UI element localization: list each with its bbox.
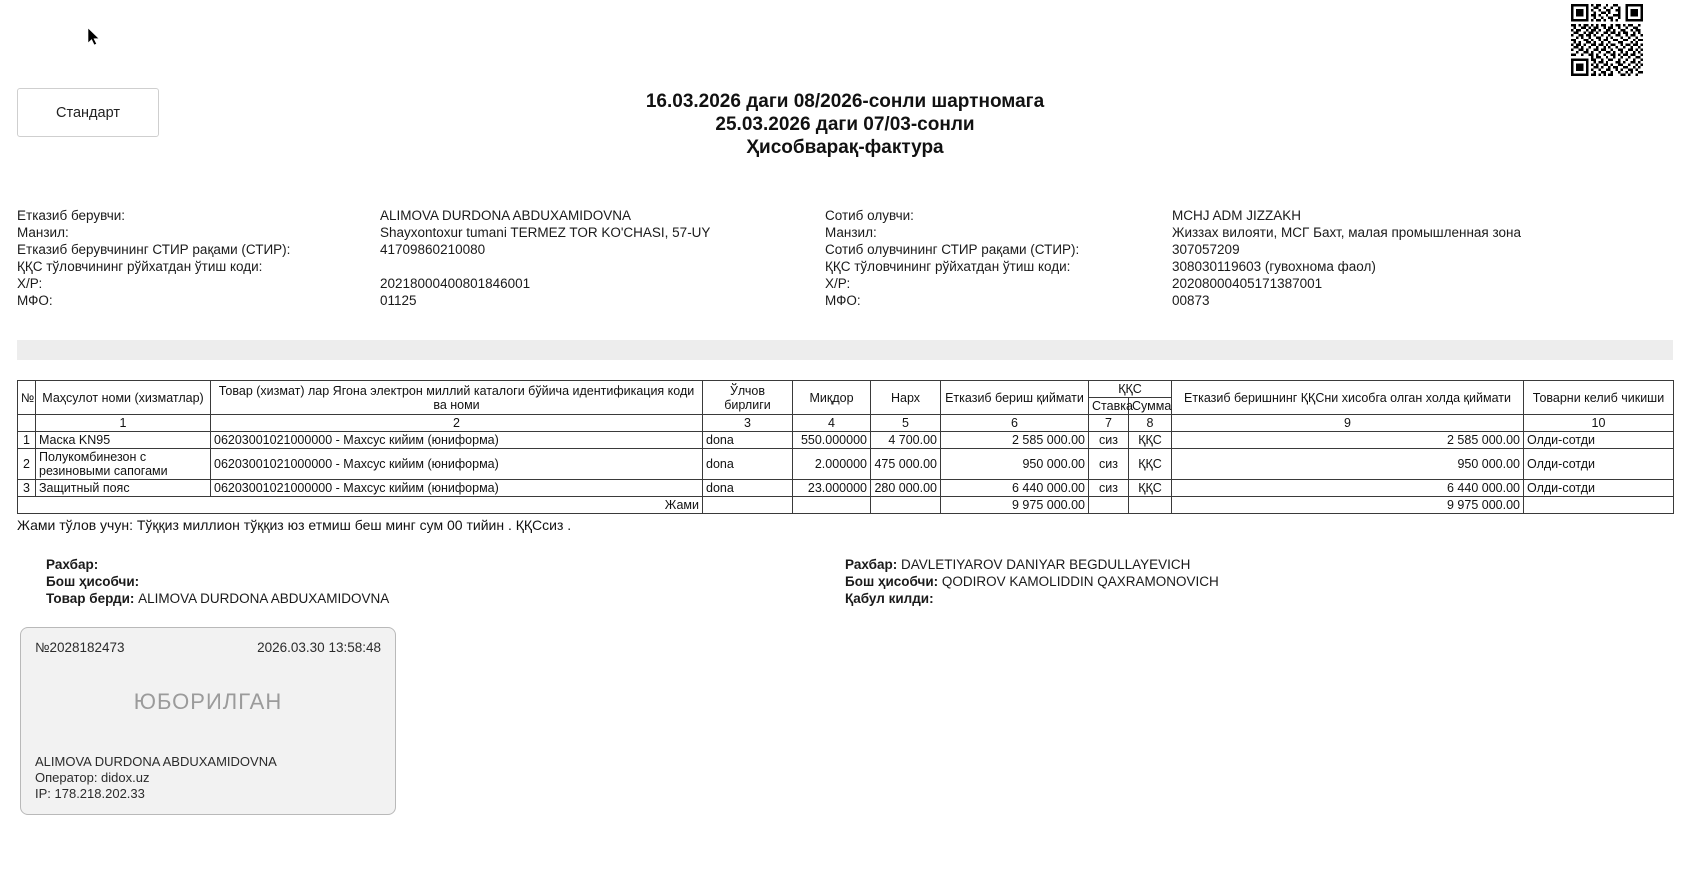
th-catalog: Товар (хизмат) лар Ягона электрон миллий каталоги бўйича идентификация коди ва номи: [211, 381, 703, 415]
row-0-vat-sum: ҚҚС: [1129, 432, 1172, 449]
row-1-product: Полукомбинезон с резиновыми сапогами: [36, 449, 211, 480]
colnum-3: 3: [703, 415, 793, 432]
row-0-total: 2 585 000.00: [1172, 432, 1524, 449]
buyer-label-2: Сотиб олувчининг СТИР рақами (СТИР):: [825, 242, 1080, 257]
document-title: [0, 90, 1690, 159]
th-amount: Етказиб бериш қиймати: [941, 381, 1089, 415]
supplier-value-4: 20218000400801846001: [380, 276, 531, 291]
title-line-3: Ҳисобварақ-фактура: [746, 137, 944, 158]
row-1-unit: dona: [703, 449, 793, 480]
supplier-sig-0: [46, 556, 389, 573]
stamp-ip: IP: 178.218.202.33: [35, 786, 145, 801]
stamp-number: №2028182473: [35, 640, 125, 655]
row-0-catalog: 06203001021000000 - Махсус кийим (юниформа): [211, 432, 703, 449]
buyer-sig-2: [845, 590, 1219, 607]
row-2-product: Защитный пояс: [36, 480, 211, 497]
totals-vat-sum: [1129, 497, 1172, 514]
row-0-origin: Олди-сотди: [1524, 432, 1674, 449]
colnum-8: 8: [1129, 415, 1172, 432]
row-1-origin: Олди-сотди: [1524, 449, 1674, 480]
th-product: Маҳсулот номи (хизматлар): [36, 381, 211, 415]
items-table: [17, 380, 1674, 514]
row-2-vat-rate: сиз: [1089, 480, 1129, 497]
table-row: [18, 432, 1674, 449]
row-1-total: 950 000.00: [1172, 449, 1524, 480]
totals-total: 9 975 000.00: [1172, 497, 1524, 514]
colnum-6: 6: [941, 415, 1089, 432]
buyer-value-1: Жиззах вилояти, МСГ Бахт, малая промышленная зона: [1172, 225, 1521, 240]
row-0-price: 4 700.00: [871, 432, 941, 449]
th-total: Етказиб беришнинг ҚҚСни хисобга олган холда қиймати: [1172, 381, 1524, 415]
buyer-label-1: Манзил:: [825, 225, 877, 240]
supplier-label-4: Х/Р:: [17, 276, 43, 291]
supplier-value-5: 01125: [380, 293, 417, 308]
supplier-label-5: МФО:: [17, 293, 53, 308]
totals-vat-rate: [1089, 497, 1129, 514]
th-num: №: [18, 381, 36, 415]
title-line-2: 25.03.2026 даги 07/03-сонли: [715, 114, 975, 135]
supplier-sig-1: [46, 573, 389, 590]
row-2-amount: 6 440 000.00: [941, 480, 1089, 497]
buyer-sig-1-value: QODIROV KAMOLIDDIN QAXRAMONOVICH: [941, 574, 1219, 589]
supplier-sig-2-label: Товар берди:: [46, 591, 135, 606]
colnum-0: [18, 415, 36, 432]
th-qty: Миқдор: [793, 381, 871, 415]
supplier-value-2: 41709860210080: [380, 242, 486, 257]
title-line-1: 16.03.2026 даги 08/2026-сонли шартномага: [645, 91, 1045, 112]
stamp-datetime: 2026.03.30 13:58:48: [257, 640, 381, 655]
qr-code-icon: [1546, 4, 1668, 76]
th-vat-sum: Сумма: [1129, 398, 1172, 415]
row-0-num: 1: [18, 432, 36, 449]
standard-badge-label: Стандарт: [56, 104, 120, 121]
stamp-header: [35, 640, 381, 655]
row-0-unit: dona: [703, 432, 793, 449]
buyer-label-3: ҚҚС тўловчининг рўйхатдан ўтиш коди:: [825, 259, 1071, 274]
totals-label: Жами: [18, 497, 703, 514]
row-2-origin: Олди-сотди: [1524, 480, 1674, 497]
supplier-sig-0-label: Рахбар:: [46, 557, 99, 572]
row-2-vat-sum: ҚҚС: [1129, 480, 1172, 497]
buyer-label-0: Сотиб олувчи:: [825, 208, 914, 223]
buyer-value-2: 307057209: [1172, 242, 1240, 257]
buyer-sig-0-label: Рахбар:: [845, 557, 898, 572]
row-0-product: Маска KN95: [36, 432, 211, 449]
table-totals-row: [18, 497, 1674, 514]
buyer-label-4: Х/Р:: [825, 276, 851, 291]
row-1-catalog: 06203001021000000 - Махсус кийим (юниформа): [211, 449, 703, 480]
colnum-2: 2: [211, 415, 703, 432]
supplier-value-1: Shayxontoxur tumani TERMEZ TOR KO'CHASI, 57-UY: [380, 225, 711, 240]
buyer-value-4: 20208000405171387001: [1172, 276, 1323, 291]
row-2-qty: 23.000000: [793, 480, 871, 497]
row-1-vat-rate: сиз: [1089, 449, 1129, 480]
row-0-qty: 550.000000: [793, 432, 871, 449]
mouse-cursor-icon: [88, 28, 100, 46]
row-2-catalog: 06203001021000000 - Махсус кийим (юниформа): [211, 480, 703, 497]
row-2-total: 6 440 000.00: [1172, 480, 1524, 497]
buyer-value-5: 00873: [1172, 293, 1210, 308]
th-vat-group: ҚҚС: [1089, 381, 1172, 398]
items-table-wrapper: [17, 380, 1673, 514]
row-1-price: 475 000.00: [871, 449, 941, 480]
row-1-num: 2: [18, 449, 36, 480]
colnum-7: 7: [1089, 415, 1129, 432]
stamp-footer: [35, 754, 277, 802]
supplier-label-2: Етказиб берувчининг СТИР рақами (СТИР):: [17, 242, 291, 257]
totals-amount: 9 975 000.00: [941, 497, 1089, 514]
buyer-sig-1-label: Бош ҳисобчи:: [845, 574, 939, 589]
row-0-amount: 2 585 000.00: [941, 432, 1089, 449]
totals-qty: [793, 497, 871, 514]
row-2-unit: dona: [703, 480, 793, 497]
row-2-num: 3: [18, 480, 36, 497]
table-column-numbers-row: [18, 415, 1674, 432]
supplier-label-1: Манзил:: [17, 225, 69, 240]
supplier-signatures: [46, 556, 389, 607]
supplier-sig-1-label: Бош ҳисобчи:: [46, 574, 140, 589]
buyer-sig-1: [845, 573, 1219, 590]
table-header-row: [18, 381, 1674, 398]
buyer-value-3: 308030119603 (гувохнома фаол): [1172, 259, 1376, 274]
th-origin: Товарни келиб чикиши: [1524, 381, 1674, 415]
th-price: Нарх: [871, 381, 941, 415]
th-unit: Ўлчов бирлиги: [703, 381, 793, 415]
supplier-label-0: Етказиб берувчи:: [17, 208, 126, 223]
total-in-words: Жами тўлов учун: Тўққиз миллион тўққиз юз етмиш беш минг сум 00 тийин . ҚҚСсиз .: [17, 517, 572, 533]
buyer-sig-0-value: DAVLETIYAROV DANIYAR BEGDULLAYEVICH: [901, 557, 1191, 572]
buyer-values: [1172, 207, 1672, 309]
row-2-price: 280 000.00: [871, 480, 941, 497]
row-1-vat-sum: ҚҚС: [1129, 449, 1172, 480]
colnum-5: 5: [871, 415, 941, 432]
supplier-value-0: ALIMOVA DURDONA ABDUXAMIDOVNA: [380, 208, 632, 223]
row-1-amount: 950 000.00: [941, 449, 1089, 480]
electronic-signature-stamp: [20, 627, 396, 815]
supplier-labels: [17, 207, 347, 309]
stamp-status-badge: ЮБОРИЛГАН: [133, 689, 283, 714]
supplier-sig-2: [46, 590, 389, 607]
section-divider: [17, 340, 1673, 360]
stamp-operator: Оператор: didox.uz: [35, 770, 150, 785]
colnum-10: 10: [1524, 415, 1674, 432]
totals-price: [871, 497, 941, 514]
row-1-qty: 2.000000: [793, 449, 871, 480]
stamp-person: ALIMOVA DURDONA ABDUXAMIDOVNA: [35, 754, 277, 769]
supplier-sig-2-value: ALIMOVA DURDONA ABDUXAMIDOVNA: [138, 591, 390, 606]
buyer-signatures: [845, 556, 1219, 607]
buyer-sig-2-label: Қабул килди:: [845, 591, 934, 606]
table-row: [18, 449, 1674, 480]
totals-origin: [1524, 497, 1674, 514]
table-row: [18, 480, 1674, 497]
supplier-value-3: [380, 258, 800, 275]
totals-unit: [703, 497, 793, 514]
th-vat-rate: Ставка: [1089, 398, 1129, 415]
supplier-values: [380, 207, 800, 309]
buyer-sig-0: [845, 556, 1219, 573]
row-0-vat-rate: сиз: [1089, 432, 1129, 449]
supplier-label-3: ҚҚС тўловчининг рўйхатдан ўтиш коди:: [17, 259, 263, 274]
colnum-9: 9: [1172, 415, 1524, 432]
buyer-labels: [825, 207, 1155, 309]
buyer-value-0: MCHJ ADM JIZZAKH: [1172, 208, 1302, 223]
colnum-1: 1: [36, 415, 211, 432]
buyer-label-5: МФО:: [825, 293, 861, 308]
colnum-4: 4: [793, 415, 871, 432]
